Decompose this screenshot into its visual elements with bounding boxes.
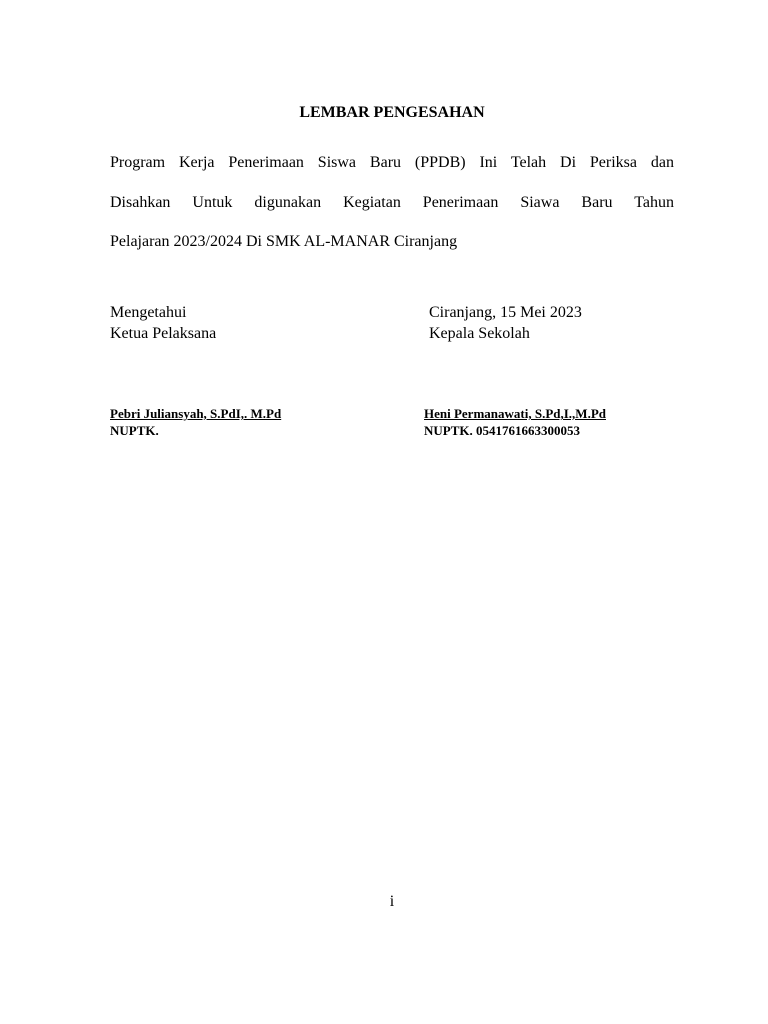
left-signatory-id: NUPTK. xyxy=(110,423,159,438)
body-paragraph-line-2: Disahkan Untuk digunakan Kegiatan Penerimaan Siawa Baru Tahun xyxy=(110,194,674,211)
right-signatory-id: NUPTK. 0541761663300053 xyxy=(424,423,580,438)
place-and-date: Ciranjang, 15 Mei 2023 xyxy=(429,304,582,321)
left-signatory-role: Ketua Pelaksana xyxy=(110,325,217,342)
page-number: i xyxy=(389,893,395,910)
right-signatory-role: Kepala Sekolah xyxy=(429,325,530,342)
body-paragraph-line-3: Pelajaran 2023/2024 Di SMK AL-MANAR Ciranjang xyxy=(110,233,458,250)
acknowledgment-label: Mengetahui xyxy=(110,304,187,321)
left-signatory-name: Pebri Juliansyah, S.PdI,. M.Pd xyxy=(110,406,282,421)
right-signatory-name: Heni Permanawati, S.Pd,I.,M.Pd xyxy=(424,406,606,421)
page-title: LEMBAR PENGESAHAN xyxy=(299,104,485,121)
body-paragraph-line-1: Program Kerja Penerimaan Siswa Baru (PPDB) Ini Telah Di Periksa dan xyxy=(110,154,674,171)
